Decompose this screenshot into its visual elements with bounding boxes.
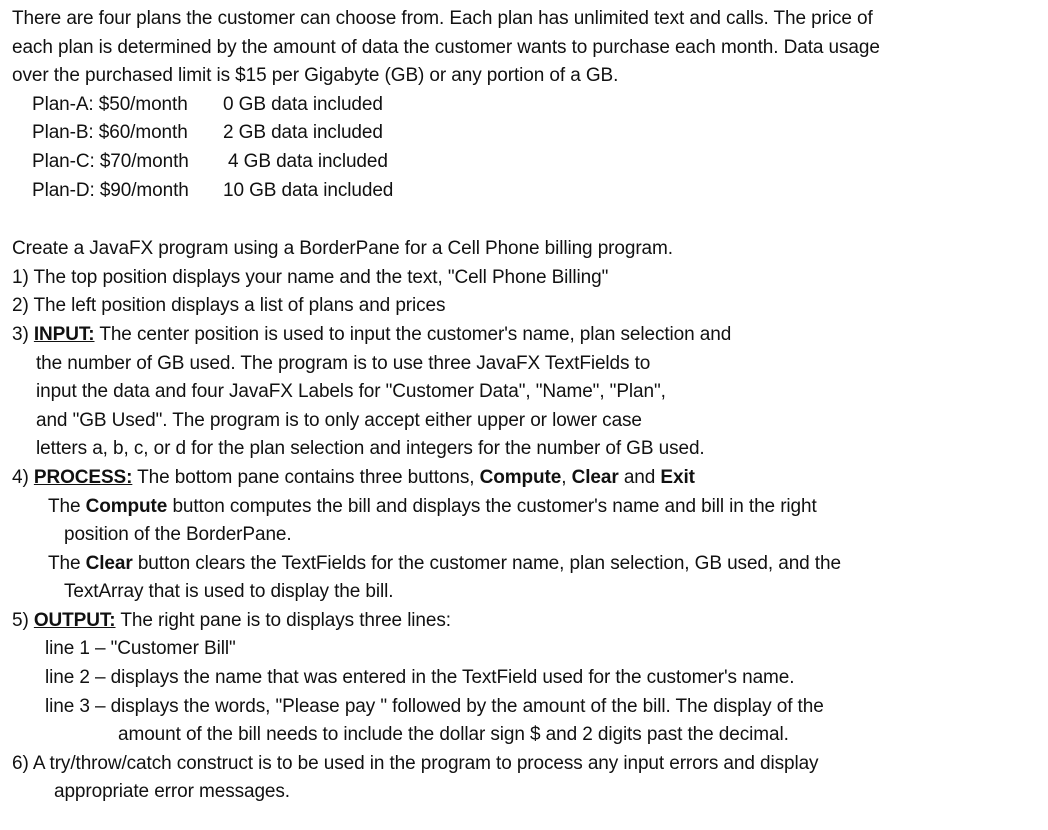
input-section-label: INPUT:: [33, 323, 95, 345]
requirement-4-line-1: [12, 464, 1042, 493]
clear-keyword: Clear: [571, 466, 619, 488]
intro-line-1: There are four plans the customer can choose from. Each plan has unlimited text and calls. The price of: [12, 8, 873, 29]
plan-b-price: Plan-B: $60/month: [32, 122, 188, 144]
plan-row-c: [12, 148, 1042, 177]
requirement-2: 2) The left position displays a list of plans and prices: [12, 295, 446, 317]
requirement-3-line-1: [12, 321, 1042, 350]
plan-a-data: 0 GB data included: [223, 93, 383, 115]
plan-d-data: 10 GB data included: [223, 179, 394, 201]
exit-keyword: Exit: [660, 466, 695, 488]
requirement-3-line-4: and "GB Used". The program is to only accept either upper or lower case: [36, 409, 642, 431]
requirement-3-line-3: input the data and four JavaFX Labels for "Customer Data", "Name", "Plan",: [36, 381, 666, 403]
requirement-4-number: 4): [12, 466, 34, 488]
requirement-6-line-1: 6) A try/throw/catch construct is to be used in the program to process any input errors and display: [12, 752, 819, 774]
compute-keyword: Compute: [479, 466, 562, 488]
clear-desc-keyword: Clear: [85, 552, 133, 574]
intro-line-3: over the purchased limit is $15 per Gigabyte (GB) or any portion of a GB.: [12, 65, 619, 87]
requirement-5-text: The right pane is to displays three lines:: [115, 609, 451, 631]
compute-description-line-1: [12, 493, 1042, 522]
output-line-3-continued: amount of the bill needs to include the dollar sign $ and 2 digits past the decimal.: [118, 724, 789, 746]
requirement-5-number: 5): [12, 609, 34, 631]
output-section-label: OUTPUT:: [33, 609, 116, 631]
process-section-label: PROCESS:: [33, 466, 133, 488]
output-line-1: line 1 – "Customer Bill": [45, 638, 236, 660]
requirement-5-line-1: [12, 607, 1042, 636]
requirement-1: 1) The top position displays your name and the text, "Cell Phone Billing": [12, 266, 609, 288]
compute-desc-keyword: Compute: [85, 495, 168, 517]
plan-row-a: [12, 91, 1042, 120]
compute-description-line-2: position of the BorderPane.: [64, 524, 292, 546]
plan-c-data: 4 GB data included: [228, 150, 388, 172]
clear-description-line-1: [12, 550, 1042, 579]
conjunction-text: and: [618, 466, 661, 488]
plan-d-price: Plan-D: $90/month: [32, 179, 189, 201]
requirement-4-text: The bottom pane contains three buttons,: [132, 466, 480, 488]
clear-desc-prefix: The: [48, 552, 86, 574]
plan-row-b: [12, 119, 1042, 148]
requirement-6-line-2: appropriate error messages.: [54, 781, 290, 803]
intro-line-2: each plan is determined by the amount of data the customer wants to purchase each month. Data usage: [12, 36, 880, 58]
plan-a-price: Plan-A: $50/month: [32, 93, 188, 115]
assignment-document: [12, 5, 1042, 807]
compute-desc-text: button computes the bill and displays the customer's name and bill in the right: [167, 495, 817, 517]
requirement-3-text: The center position is used to input the customer's name, plan selection and: [94, 323, 732, 345]
requirement-3-number: 3): [12, 323, 34, 345]
requirement-3-line-5: letters a, b, c, or d for the plan selection and integers for the number of GB used.: [36, 438, 705, 460]
clear-description-line-2: TextArray that is used to display the bill.: [64, 581, 394, 603]
plan-c-price: Plan-C: $70/month: [32, 150, 189, 172]
clear-desc-text: button clears the TextFields for the customer name, plan selection, GB used, and the: [132, 552, 841, 574]
output-line-2: line 2 – displays the name that was entered in the TextField used for the customer's name.: [45, 667, 795, 689]
spacer: [12, 205, 1042, 235]
separator-text: ,: [561, 466, 572, 488]
requirement-3-line-2: the number of GB used. The program is to use three JavaFX TextFields to: [36, 352, 651, 374]
output-line-3: line 3 – displays the words, "Please pay " followed by the amount of the bill. The display of the: [45, 695, 824, 717]
plan-b-data: 2 GB data included: [223, 122, 383, 144]
plan-row-d: [12, 177, 1042, 206]
task-statement: Create a JavaFX program using a BorderPane for a Cell Phone billing program.: [12, 238, 673, 260]
compute-desc-prefix: The: [48, 495, 86, 517]
